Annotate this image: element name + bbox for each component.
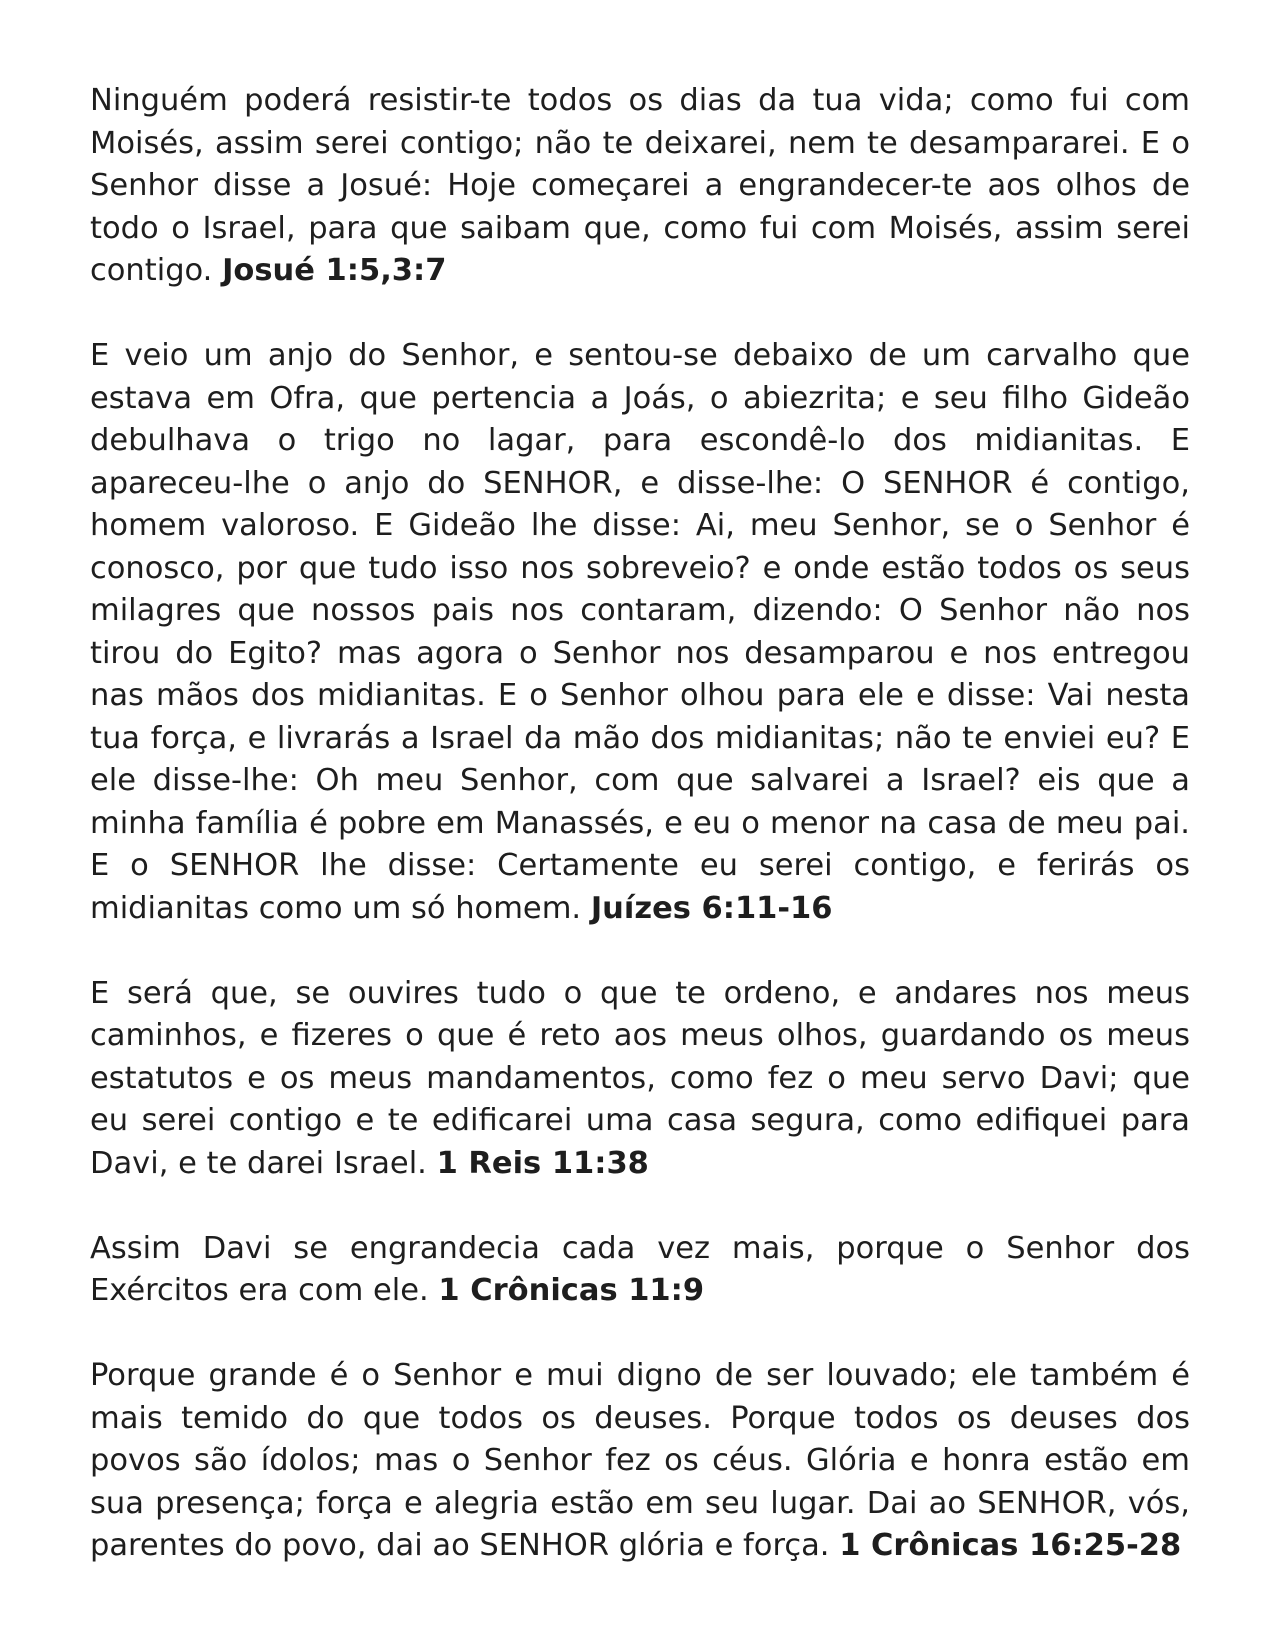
passage-1-cronicas-16 (90, 1355, 1190, 1568)
passage-reference: 1 Crônicas 11:9 (438, 1273, 705, 1308)
passage-reference: Juízes 6:11-16 (590, 890, 833, 926)
document-page (90, 80, 1190, 1610)
passage-1-reis (90, 973, 1190, 1186)
passage-text: Ninguém poderá resistir-te todos os dias da tua vida; como fui com Moisés, assim serei contigo; não te deixarei, nem te desampararei. E o Senhor disse a Josué: Hoje começarei a engrandecer-te aos olhos de todo o Israel, para que saibam que, como fui com Moisés, assim serei contigo. (90, 83, 1190, 288)
passage-text: Assim Davi se engrandecia cada vez mais, porque o Senhor dos Exércitos era com ele. (90, 1230, 1190, 1308)
passage-1-cronicas-11 (90, 1228, 1190, 1313)
passage-text: Porque grande é o Senhor e mui digno de ser louvado; ele também é mais temido do que todos os deuses. Porque todos os deuses dos povos são ídolos; mas o Senhor fez os céus. Glória e honra estão em sua presença; força e alegria estão em seu lugar. Dai ao SENHOR, vós, parentes do povo, dai ao SENHOR glória e força. (90, 1358, 1190, 1563)
passage-reference: 1 Reis 11:38 (436, 1145, 649, 1181)
passage-text: E veio um anjo do Senhor, e sentou-se debaixo de um carvalho que estava em Ofra, que pertencia a Joás, o abiezrita; e seu filho Gideão debulhava o trigo no lagar, para escondê-lo dos midianitas. E apareceu-lhe o anjo do SENHOR, e disse-lhe: O SENHOR é contigo, homem valoroso. E Gideão lhe disse: Ai, meu Senhor, se o Senhor é conosco, por que tudo isso nos sobreveio? e onde estão todos os seus milagres que nossos pais nos contaram, dizendo: O Senhor não nos tirou do Egito? mas agora o Senhor nos desamparou e nos entregou nas mãos dos midianitas. E o Senhor olhou para ele e disse: Vai nesta tua força, e livrarás a Israel da mão dos midianitas; não te enviei eu? E ele disse-lhe: Oh meu Senhor, com que salvarei a Israel? eis que a minha família é pobre em Manassés, e eu o menor na casa de meu pai. E o SENHOR lhe disse: Certamente eu serei contigo, e ferirás os midianitas como um só homem. (90, 338, 1190, 926)
passage-reference: Josué 1:5,3:7 (222, 253, 447, 288)
passage-josue (90, 80, 1190, 293)
passage-reference: 1 Crônicas 16:25-28 (839, 1528, 1182, 1563)
passage-juizes (90, 335, 1190, 930)
passage-text: E será que, se ouvires tudo o que te ordeno, e andares nos meus caminhos, e fizeres o que é reto aos meus olhos, guardando os meus estatutos e os meus mandamentos, como fez o meu servo Davi; que eu serei contigo e te edificarei uma casa segura, como edifiquei para Davi, e te darei Israel. (90, 975, 1190, 1181)
